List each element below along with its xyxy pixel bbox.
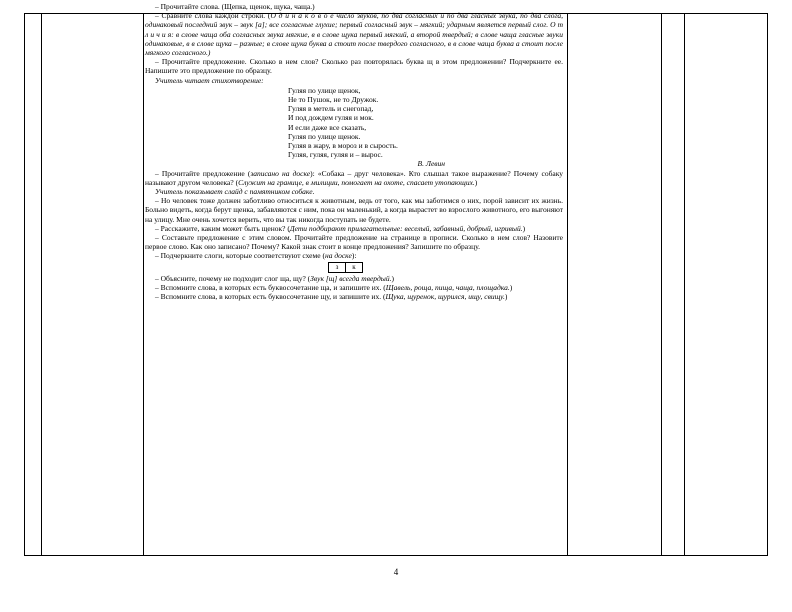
- column-divider: [661, 14, 662, 555]
- column-divider: [143, 14, 144, 555]
- column-divider: [41, 14, 42, 555]
- instruction-read-words: – Прочитайте слова. (Щепка, щенок, щука, чаща.): [155, 2, 315, 11]
- teacher-speech: – Но человек тоже должен заботливо относиться к животным, ведь от того, как мы заботимся о них, порой зависит их жизнь. Больно видеть, когда берут щенка, забавляются с ним, пока он маленький, а когда вырастет во взрослого животного, его выгоняют на улицу. Мне очень хочется верить, что вы так никогда поступать не будете.: [145, 196, 563, 224]
- instruction-describe-puppy: – Расскажите, каким может быть щенок? (Дети подбирают прилагательные: веселый, забавный, добрый, игривый.): [155, 223, 526, 233]
- instruction-underline-syllables: – Подчеркните слоги, которые соответствуют схеме (на доске):: [155, 251, 357, 261]
- instruction-recall-shcha: – Вспомните слова, в которых есть буквосочетание ща, и запишите их. (Щавель, роща, пища, чаща, площадка.): [155, 282, 513, 292]
- poem-line: Гуляя, гуляя, гуляя и – вырос.: [288, 150, 383, 160]
- scheme-cell: з: [329, 262, 346, 272]
- poem-line: И под дождем гуляя и мок.: [288, 113, 374, 123]
- instruction-proverb: – Прочитайте предложение (записано на доске): «Собака – друг человека». Кто слышал такое выражение? Почему собаку называют другом человека? (Служит на границе, в милиции, помогает на охоте, спасает утопающих.): [145, 168, 563, 187]
- lesson-content: [145, 2, 563, 301]
- column-divider: [684, 14, 685, 555]
- poem-line: И если даже все сказать,: [288, 122, 367, 132]
- poem-line: Гуляя по улице щенок,: [288, 85, 361, 95]
- scheme-cell: к: [346, 262, 363, 272]
- poem-line: Гуляя в жару, в мороз и в сырость.: [288, 141, 398, 151]
- instruction-compose-sentence: – Составьте предложение с этим словом. Прочитайте предложение на странице в прописи. Сколько в нем слов? Назовите первое слово. Как оно записано? Почему? Какой знак стоит в конце предложения? Запишите по образцу.: [145, 233, 563, 252]
- poem: [288, 86, 563, 160]
- instruction-explain: – Объясните, почему не подходит слог ща, щу? (Звук [щ] всегда твердый.): [155, 273, 394, 283]
- instruction-compare: – Сравните слова каждой строки. (О д и н а к о в о е число звуков, по два согласных и по два гласных звука, по два слога, одинаковый последний звук – звук [а]; все согласные глухие; первый согласный звук – мягкий; ударным является первый слог. О т л и ч и я: в слове чаща оба согласных звука мягкие, в в слове щука первый мягкий, а второй твердый; в слове чаща гласные звуки одинаковые, в в слове щука – разные; в слове щука буква а стоит после твердого согласного, в в слове чаща буква а стоит после мягкого согласного.): [145, 11, 564, 58]
- instruction-read-sentence: – Прочитайте предложение. Сколько в нем слов? Сколько раз повторялась буква щ в этом предложении? Подчеркните ее. Напишите это предложение по образцу.: [145, 57, 563, 76]
- poem-line: Гуляя по улице щенок.: [288, 131, 361, 141]
- page-number: 4: [393, 567, 399, 577]
- poem-line: Гуляя в метель и снегопад,: [288, 104, 374, 114]
- poem-author: В. Левин: [417, 159, 445, 169]
- poem-line: Не то Пушок, не то Дружок.: [288, 95, 379, 105]
- syllable-scheme: [328, 262, 363, 273]
- teacher-note-slide: Учитель показывает слайд с памятником собаке.: [155, 187, 315, 197]
- column-divider: [567, 14, 568, 555]
- teacher-note: Учитель читает стихотворение:: [155, 75, 264, 85]
- instruction-recall-shchu: – Вспомните слова, в которых есть буквосочетание щу, и запишите их. (Щука, щуренок, щурился, ищу, свищу.): [155, 292, 508, 302]
